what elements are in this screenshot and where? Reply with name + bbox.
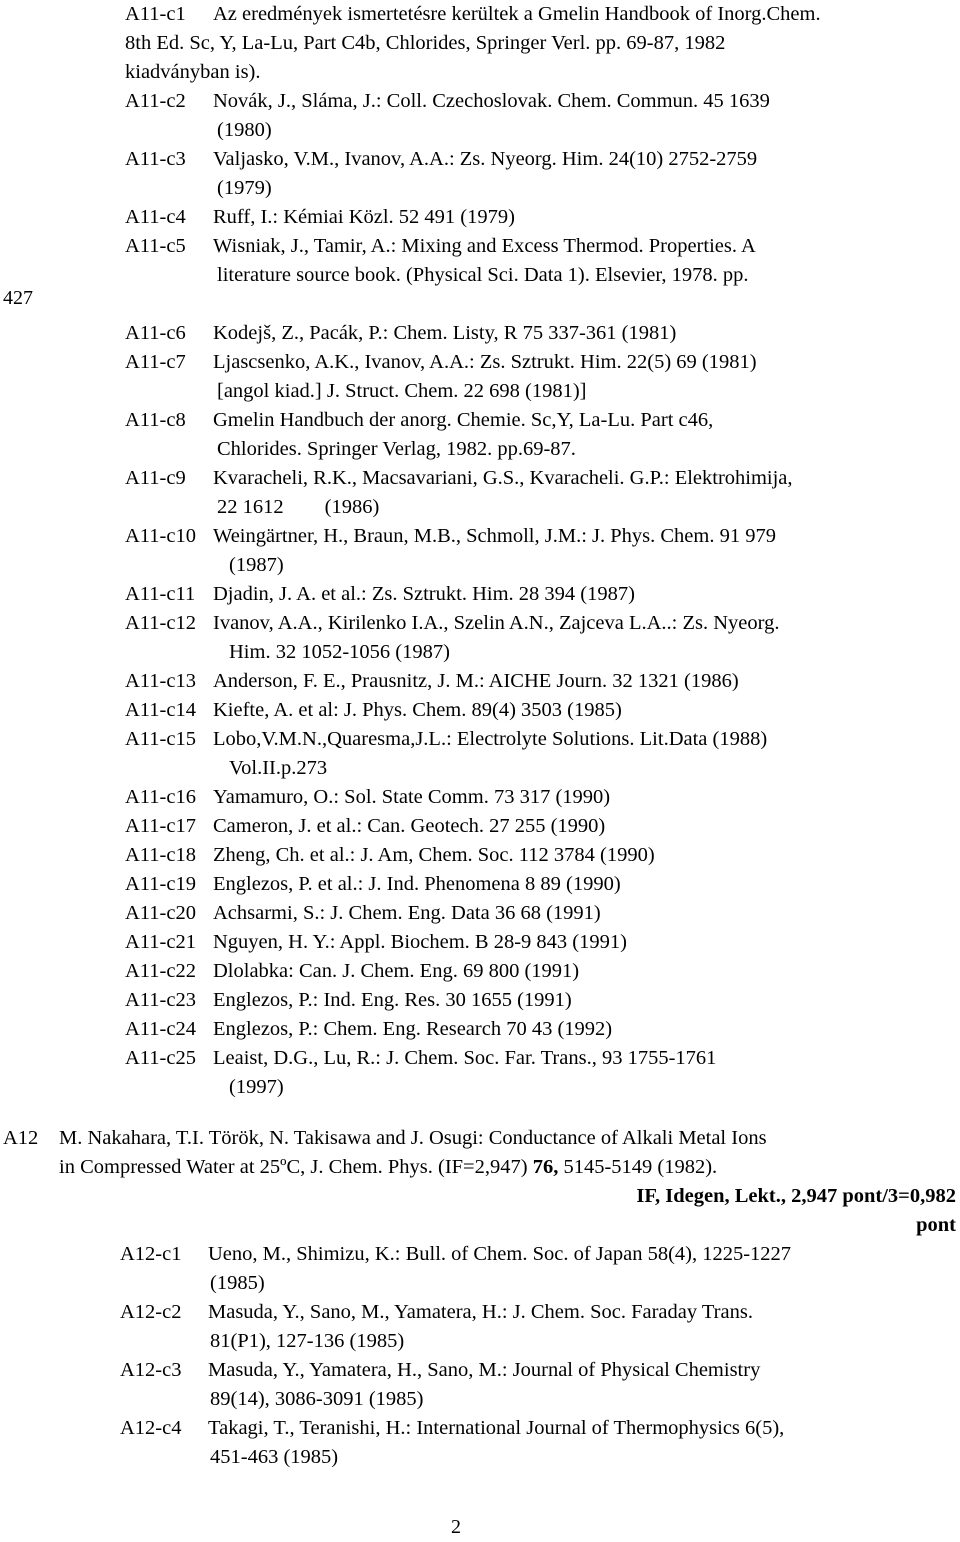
a11-ref-entry bbox=[125, 87, 955, 145]
a11-ref-line bbox=[125, 464, 955, 493]
a12-ref-continuation: 89(14), 3086-3091 (1985) bbox=[210, 1388, 424, 1410]
a12-ref-line bbox=[120, 1240, 955, 1269]
a11-ref-entry bbox=[125, 928, 955, 957]
a11-ref-id: A11-c6 bbox=[125, 322, 186, 344]
a12-ref-entry bbox=[120, 1240, 955, 1298]
a11-ref-entry bbox=[125, 841, 955, 870]
a11-ref-text: Englezos, P.: Ind. Eng. Res. 30 1655 (1991) bbox=[213, 989, 572, 1011]
a11-ref-id: A11-c15 bbox=[125, 728, 196, 750]
a11-ref-continuation: 22 1612 (1986) bbox=[217, 496, 380, 518]
a11-ref-text: Leaist, D.G., Lu, R.: J. Chem. Soc. Far. Trans., 93 1755-1761 bbox=[213, 1047, 717, 1069]
a11-ref-entry bbox=[125, 696, 955, 725]
a11-ref-text: Novák, J., Sláma, J.: Coll. Czechoslovak. Chem. Commun. 45 1639 bbox=[213, 90, 770, 112]
a11-ref-text: Englezos, P. et al.: J. Ind. Phenomena 8 89 (1990) bbox=[213, 873, 621, 895]
a11-ref-continuation: literature source book. (Physical Sci. Data 1). Elsevier, 1978. pp. bbox=[217, 264, 749, 286]
a12-ref-continuation: (1985) bbox=[210, 1272, 265, 1294]
a11-ref-continuation: Vol.II.p.273 bbox=[229, 757, 328, 779]
a11-ref-text: Valjasko, V.M., Ivanov, A.A.: Zs. Nyeorg. Him. 24(10) 2752-2759 bbox=[213, 148, 758, 170]
a11-ref-line bbox=[125, 87, 955, 116]
a11-ref-continuation: (1979) bbox=[217, 177, 272, 199]
a11-ref-line bbox=[125, 899, 955, 928]
a11-ref-continuation: (1980) bbox=[217, 119, 272, 141]
a11-ref-id: A11-c13 bbox=[125, 670, 196, 692]
a11-ref-line bbox=[125, 348, 955, 377]
a11-ref-text: Cameron, J. et al.: Can. Geotech. 27 255 (1990) bbox=[213, 815, 606, 837]
a12-score-line: IF, Idegen, Lekt., 2,947 pont/3=0,982 bbox=[636, 1185, 956, 1207]
a11-ref-line bbox=[125, 986, 955, 1015]
a11-ref-text: Zheng, Ch. et al.: J. Am, Chem. Soc. 112 3784 (1990) bbox=[213, 844, 655, 866]
a12-citation bbox=[3, 1124, 958, 1153]
a12-score-unit: pont bbox=[916, 1214, 956, 1236]
a12-ref-continuation: 81(P1), 127-136 (1985) bbox=[210, 1330, 405, 1352]
a11-ref-id: A11-c18 bbox=[125, 844, 196, 866]
a12-ref-text: Takagi, T., Teranishi, H.: International Journal of Thermophysics 6(5), bbox=[208, 1417, 785, 1439]
a11-ref-text: Ivanov, A.A., Kirilenko I.A., Szelin A.N., Zajceva L.A..: Zs. Nyeorg. bbox=[213, 612, 780, 634]
a12-id: A12 bbox=[3, 1127, 39, 1149]
a11-ref-continuation: Chlorides. Springer Verlag, 1982. pp.69-87. bbox=[217, 438, 576, 460]
a11-ref-line bbox=[125, 783, 955, 812]
a11-ref-line bbox=[125, 609, 955, 638]
a11-ref-text: Kiefte, A. et al: J. Phys. Chem. 89(4) 3503 (1985) bbox=[213, 699, 622, 721]
a11-ref-line bbox=[125, 696, 955, 725]
a11-ref-entry bbox=[125, 957, 955, 986]
a11-ref-id: A11-c8 bbox=[125, 409, 186, 431]
a11-ref-line bbox=[125, 1015, 955, 1044]
a11-ref-text: Ruff, I.: Kémiai Közl. 52 491 (1979) bbox=[213, 206, 515, 228]
a11-ref-entry bbox=[125, 0, 955, 87]
a11-ref-line bbox=[125, 522, 955, 551]
a12-ref-entry bbox=[120, 1298, 955, 1356]
a11-ref-text: Gmelin Handbuch der anorg. Chemie. Sc,Y, La-Lu. Part c46, bbox=[213, 409, 714, 431]
a12-reference-list bbox=[120, 1240, 955, 1472]
a12-ref-id: A12-c1 bbox=[120, 1243, 182, 1265]
a11-ref-continuation: (1987) bbox=[229, 554, 284, 576]
a11-ref-entry bbox=[125, 1015, 955, 1044]
a11-ref-entry bbox=[125, 899, 955, 928]
a12-ref-id: A12-c4 bbox=[120, 1417, 182, 1439]
a11-ref-id: A11-c12 bbox=[125, 612, 196, 634]
a11-ref-id: A11-c22 bbox=[125, 960, 196, 982]
a11-ref-id: A11-c16 bbox=[125, 786, 196, 808]
a11-ref-line bbox=[125, 580, 955, 609]
a11-ref-id: A11-c24 bbox=[125, 1018, 196, 1040]
a11-ref-line bbox=[125, 667, 955, 696]
a11-ref-entry bbox=[125, 667, 955, 696]
a11-ref-entry bbox=[125, 203, 955, 232]
a12-ref-entry bbox=[120, 1356, 955, 1414]
a11-ref-text: Anderson, F. E., Prausnitz, J. M.: AICHE Journ. 32 1321 (1986) bbox=[213, 670, 739, 692]
a11-ref-line bbox=[125, 1044, 955, 1073]
a11-ref-text: Dlolabka: Can. J. Chem. Eng. 69 800 (1991) bbox=[213, 960, 580, 982]
a11-ref-text: Englezos, P.: Chem. Eng. Research 70 43 (1992) bbox=[213, 1018, 613, 1040]
a11-ref-id: A11-c5 bbox=[125, 235, 186, 257]
a11-ref-id: A11-c20 bbox=[125, 902, 196, 924]
a11-ref-entry bbox=[125, 783, 955, 812]
page-number: 2 bbox=[451, 1516, 461, 1538]
a12-ref-text: Masuda, Y., Yamatera, H., Sano, M.: Journal of Physical Chemistry bbox=[208, 1359, 761, 1381]
a11-ref-text: Yamamuro, O.: Sol. State Comm. 73 317 (1990) bbox=[213, 786, 611, 808]
a11-ref-entry bbox=[125, 986, 955, 1015]
a11-reference-list bbox=[125, 0, 955, 1102]
a11-ref-id: A11-c2 bbox=[125, 90, 186, 112]
a11-ref-continuation: 8th Ed. Sc, Y, La-Lu, Part C4b, Chlorides, Springer Verl. pp. 69-87, 1982 bbox=[125, 32, 726, 54]
side-page-number: 427 bbox=[3, 287, 33, 309]
a11-ref-id: A11-c17 bbox=[125, 815, 196, 837]
a11-ref-entry bbox=[125, 319, 955, 348]
a11-ref-entry bbox=[125, 522, 955, 580]
a11-ref-id: A11-c4 bbox=[125, 206, 186, 228]
a12-ref-continuation: 451-463 (1985) bbox=[210, 1446, 339, 1468]
a11-ref-entry bbox=[125, 348, 955, 406]
a12-ref-line bbox=[120, 1414, 955, 1443]
a11-ref-id: A11-c19 bbox=[125, 873, 196, 895]
a12-ref-id: A12-c3 bbox=[120, 1359, 182, 1381]
a12-ref-line bbox=[120, 1298, 955, 1327]
a11-ref-id: A11-c1 bbox=[125, 3, 186, 25]
a11-ref-continuation: (1997) bbox=[229, 1076, 284, 1098]
a11-ref-line bbox=[125, 870, 955, 899]
a11-ref-text: Az eredmények ismertetésre kerültek a Gmelin Handbook of Inorg.Chem. bbox=[213, 3, 821, 25]
a11-ref-line bbox=[125, 725, 955, 754]
a11-ref-text: Djadin, J. A. et al.: Zs. Sztrukt. Him. 28 394 (1987) bbox=[213, 583, 635, 605]
a11-ref-entry bbox=[125, 145, 955, 203]
a11-ref-text: Ljascsenko, A.K., Ivanov, A.A.: Zs. Sztrukt. Him. 22(5) 69 (1981) bbox=[213, 351, 757, 373]
a12-ref-line bbox=[120, 1356, 955, 1385]
a11-ref-line bbox=[125, 0, 955, 29]
a11-ref-continuation: [angol kiad.] J. Struct. Chem. 22 698 (1981)] bbox=[217, 380, 587, 402]
a11-ref-text: Achsarmi, S.: J. Chem. Eng. Data 36 68 (1991) bbox=[213, 902, 601, 924]
a11-ref-line bbox=[125, 957, 955, 986]
a11-ref-line bbox=[125, 203, 955, 232]
a11-ref-id: A11-c23 bbox=[125, 989, 196, 1011]
a11-ref-line bbox=[125, 319, 955, 348]
a11-ref-id: A11-c3 bbox=[125, 148, 186, 170]
a11-ref-continuation: Him. 32 1052-1056 (1987) bbox=[229, 641, 450, 663]
a11-ref-id: A11-c7 bbox=[125, 351, 186, 373]
a11-ref-id: A11-c11 bbox=[125, 583, 196, 605]
a11-ref-continuation: kiadványban is). bbox=[125, 61, 261, 83]
a11-ref-line bbox=[125, 841, 955, 870]
a11-ref-id: A11-c9 bbox=[125, 467, 186, 489]
a12-citation-block bbox=[3, 1124, 958, 1240]
a11-ref-text: Kvaracheli, R.K., Macsavariani, G.S., Kvaracheli. G.P.: Elektrohimija, bbox=[213, 467, 793, 489]
a12-ref-id: A12-c2 bbox=[120, 1301, 182, 1323]
a12-line2-prefix: in Compressed Water at 25ºC, J. Chem. Phys. (IF=2,947) bbox=[59, 1156, 533, 1178]
a11-ref-text: Nguyen, H. Y.: Appl. Biochem. B 28-9 843 (1991) bbox=[213, 931, 627, 953]
a11-ref-id: A11-c10 bbox=[125, 525, 196, 547]
a11-ref-entry bbox=[125, 1044, 955, 1102]
a11-ref-entry bbox=[125, 609, 955, 667]
a12-ref-text: Masuda, Y., Sano, M., Yamatera, H.: J. Chem. Soc. Faraday Trans. bbox=[208, 1301, 753, 1323]
a11-ref-entry bbox=[125, 406, 955, 464]
a11-ref-entry bbox=[125, 232, 955, 290]
a11-ref-line bbox=[125, 232, 955, 261]
a11-ref-text: Wisniak, J., Tamir, A.: Mixing and Excess Thermod. Properties. A bbox=[213, 235, 756, 257]
a12-line2-suffix: 5145-5149 (1982). bbox=[558, 1156, 718, 1178]
a11-ref-entry bbox=[125, 580, 955, 609]
a12-volume: 76, bbox=[532, 1156, 559, 1178]
a11-ref-line bbox=[125, 406, 955, 435]
a12-line1: M. Nakahara, T.I. Török, N. Takisawa and J. Osugi: Conductance of Alkali Metal Ions bbox=[59, 1127, 767, 1149]
a11-ref-entry bbox=[125, 725, 955, 783]
a11-ref-text: Kodejš, Z., Pacák, P.: Chem. Listy, R 75 337-361 (1981) bbox=[213, 322, 677, 344]
a11-ref-entry bbox=[125, 870, 955, 899]
a11-ref-entry bbox=[125, 464, 955, 522]
a11-ref-line bbox=[125, 145, 955, 174]
a11-ref-text: Weingärtner, H., Braun, M.B., Schmoll, J.M.: J. Phys. Chem. 91 979 bbox=[213, 525, 776, 547]
a12-ref-text: Ueno, M., Shimizu, K.: Bull. of Chem. Soc. of Japan 58(4), 1225-1227 bbox=[208, 1243, 792, 1265]
a11-ref-id: A11-c14 bbox=[125, 699, 196, 721]
a11-ref-entry bbox=[125, 812, 955, 841]
a12-citation-cont bbox=[3, 1153, 958, 1182]
a12-ref-entry bbox=[120, 1414, 955, 1472]
a11-ref-id: A11-c21 bbox=[125, 931, 196, 953]
a11-ref-id: A11-c25 bbox=[125, 1047, 196, 1069]
a11-ref-line bbox=[125, 812, 955, 841]
a11-ref-line bbox=[125, 928, 955, 957]
a11-ref-text: Lobo,V.M.N.,Quaresma,J.L.: Electrolyte Solutions. Lit.Data (1988) bbox=[213, 728, 768, 750]
